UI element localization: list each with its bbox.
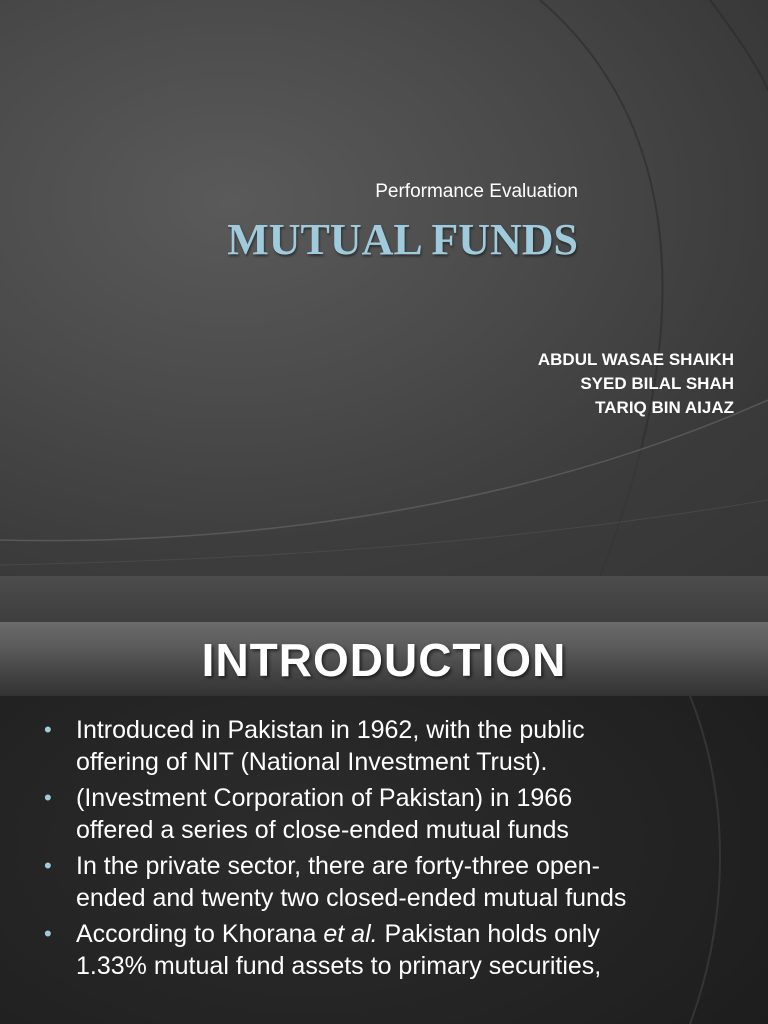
author-name: SYED BILAL SHAH — [580, 374, 734, 393]
author-list — [538, 348, 734, 420]
bullet-icon: • — [44, 717, 52, 742]
bullet-icon: • — [44, 785, 52, 810]
slide-title: INTRODUCTION — [201, 634, 567, 686]
bullet-text-italic: et al. — [323, 920, 378, 948]
author-name: TARIQ BIN AIJAZ — [595, 398, 734, 417]
header-band — [0, 576, 768, 622]
bullet-text-pre: According to Khorana — [76, 920, 324, 948]
bullet-list — [44, 714, 654, 986]
main-title: MUTUAL FUNDS — [227, 215, 578, 264]
subtitle: Performance Evaluation — [375, 181, 578, 202]
bullet-text: (Investment Corporation of Pakistan) in 1966 offered a series of close-ended mutual funds — [76, 784, 573, 844]
list-item — [44, 850, 654, 914]
list-item — [44, 782, 654, 846]
list-item — [44, 918, 654, 982]
bullet-icon: • — [44, 921, 52, 946]
bullet-text: Introduced in Pakistan in 1962, with the public offering of NIT (National Investment Trust). — [76, 716, 585, 776]
introduction-slide — [0, 576, 768, 1024]
author-name: ABDUL WASAE SHAIKH — [537, 350, 734, 369]
list-item — [44, 714, 654, 778]
bullet-text: In the private sector, there are forty-three open-ended and twenty two closed-ended mutual funds — [76, 852, 627, 912]
bullet-icon: • — [44, 853, 52, 878]
bullet-text-post: Pakistan holds only 1.33% mutual fund assets to primary securities, — [76, 920, 602, 980]
